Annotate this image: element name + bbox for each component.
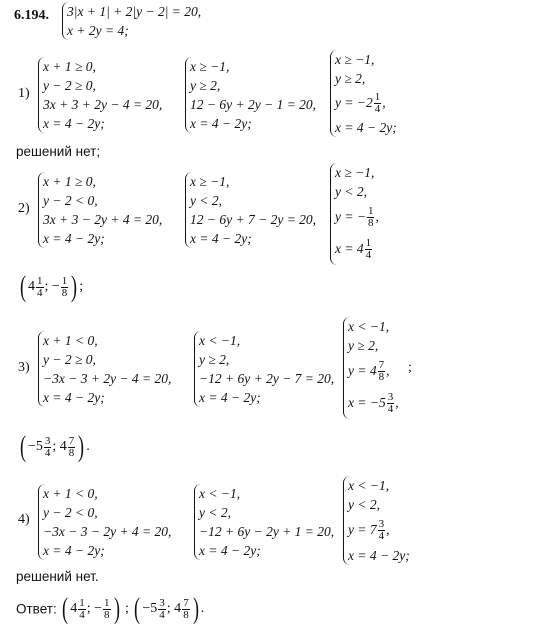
fraction xyxy=(374,92,382,115)
numerator: 3 xyxy=(378,518,385,531)
expr-text: ; − xyxy=(44,279,60,295)
right-paren: ) xyxy=(78,430,85,463)
numerator: 1 xyxy=(37,274,43,287)
system-line: y − 2 < 0, xyxy=(43,193,98,208)
system-line: y − 2 ≥ 0, xyxy=(43,352,96,367)
system-line xyxy=(335,88,397,118)
expr-text: , xyxy=(382,95,386,110)
fraction xyxy=(103,598,111,621)
numerator: 1 xyxy=(367,205,374,218)
case-2-system-c xyxy=(330,163,379,265)
case-4-system-c xyxy=(343,476,410,565)
expr-text: −5 xyxy=(28,439,43,455)
denominator: 4 xyxy=(378,530,385,543)
problem-equation-1: 3|x + 1| + 2|y − 2| = 20, xyxy=(67,4,202,19)
system-line: x + 1 ≥ 0, xyxy=(43,59,96,74)
left-paren: ( xyxy=(20,430,26,463)
system-line: x ≥ −1, xyxy=(335,52,375,67)
system-line: x = 4 − 2y; xyxy=(335,120,397,135)
fraction xyxy=(78,598,86,621)
expr-text: y = 7 xyxy=(348,522,377,537)
numerator: 3 xyxy=(44,434,51,447)
denominator: 4 xyxy=(79,608,85,621)
system-line: y < 2, xyxy=(335,184,367,199)
right-paren: ) xyxy=(192,592,199,625)
fraction xyxy=(387,392,395,415)
denominator: 4 xyxy=(365,249,372,262)
denominator: 8 xyxy=(104,608,110,621)
denominator: 4 xyxy=(387,403,394,416)
right-paren: ) xyxy=(71,270,78,303)
expr-text: ; xyxy=(125,601,129,617)
system-line: y ≥ 2, xyxy=(190,78,221,93)
expr-text: 4 xyxy=(70,601,78,617)
answer-line xyxy=(16,594,204,624)
case-1-system-c xyxy=(330,50,397,137)
expr-text: x = 4 xyxy=(335,241,364,256)
numerator: 1 xyxy=(61,274,68,287)
answer-label: Ответ: xyxy=(16,601,57,617)
system-line: −12 + 6y − 2y + 1 = 20, xyxy=(199,524,335,539)
case-3-system-c xyxy=(343,317,399,419)
system-line: x + 1 < 0, xyxy=(43,333,98,348)
system-line: 3x + 3 − 2y + 4 = 20, xyxy=(43,212,163,227)
denominator: 8 xyxy=(68,446,75,459)
system-line: y < 2, xyxy=(199,505,231,520)
right-paren: ) xyxy=(113,592,120,625)
system-line: x = 4 − 2y; xyxy=(199,543,261,558)
system-line: x + 1 ≥ 0, xyxy=(43,174,96,189)
expr-text: ; xyxy=(79,279,84,295)
system-line: −3x − 3 + 2y − 4 = 20, xyxy=(43,371,172,386)
fraction xyxy=(44,436,52,459)
left-paren: ( xyxy=(62,592,69,625)
case-1-label: 1) xyxy=(18,86,30,101)
expr-text: , xyxy=(386,363,390,378)
numerator: 7 xyxy=(378,359,385,372)
fraction xyxy=(378,519,386,542)
system-line: x < −1, xyxy=(199,486,241,501)
system-line xyxy=(335,233,379,265)
numerator: 3 xyxy=(387,391,394,404)
denominator: 8 xyxy=(378,371,385,384)
expr-text: y = 4 xyxy=(348,363,377,378)
case-4-result: решений нет. xyxy=(16,569,99,584)
expr-text: . xyxy=(86,439,90,455)
fraction xyxy=(61,276,69,299)
system-line: x = 4 − 2y; xyxy=(190,116,252,131)
system-line: 3x + 3 + 2y − 4 = 20, xyxy=(43,97,163,112)
expr-text: . xyxy=(200,601,205,617)
fraction xyxy=(36,276,44,299)
system-line: −3x − 3 − 2y + 4 = 20, xyxy=(43,524,172,539)
case-3-semicolon: ; xyxy=(408,360,412,375)
fraction xyxy=(367,206,375,229)
numerator: 1 xyxy=(104,596,110,609)
expr-text: −5 xyxy=(142,601,158,617)
problem-equation-2: x + 2y = 4; xyxy=(67,23,129,38)
case-1-result: решений нет; xyxy=(16,144,101,159)
denominator: 8 xyxy=(183,608,189,621)
expr-text: y = − xyxy=(335,209,366,224)
expr-text: , xyxy=(386,522,390,537)
case-4-label: 4) xyxy=(18,512,30,527)
case-4-system-a xyxy=(38,484,171,560)
fraction xyxy=(378,360,386,383)
fraction xyxy=(68,436,76,459)
denominator: 4 xyxy=(37,286,43,299)
system-line: 12 − 6y + 2y − 1 = 20, xyxy=(190,97,317,112)
system-line: x ≥ −1, xyxy=(335,165,375,180)
numerator: 1 xyxy=(79,596,85,609)
denominator: 4 xyxy=(44,446,51,459)
fraction xyxy=(365,238,373,261)
numerator: 7 xyxy=(183,596,189,609)
denominator: 4 xyxy=(159,608,165,621)
system-line: y ≥ 2, xyxy=(335,71,366,86)
expr-text: ; − xyxy=(86,601,102,617)
expr-text: , xyxy=(395,395,399,410)
system-line xyxy=(348,355,399,387)
system-line: y − 2 < 0, xyxy=(43,505,98,520)
system-line: y ≥ 2, xyxy=(348,338,379,353)
case-1-system-b xyxy=(185,57,316,133)
system-line: x = 4 − 2y; xyxy=(43,543,105,558)
system-line xyxy=(348,387,399,419)
problem-system xyxy=(62,2,201,40)
fraction xyxy=(182,598,190,621)
case-4-system-b xyxy=(194,484,334,560)
case-3-solution xyxy=(18,432,90,462)
case-2-solution xyxy=(18,272,83,302)
numerator: 1 xyxy=(374,91,381,104)
system-line: x ≥ −1, xyxy=(190,174,230,189)
denominator: 8 xyxy=(367,217,374,230)
numerator: 7 xyxy=(68,434,75,447)
expr-text: 4 xyxy=(28,279,35,295)
system-line xyxy=(335,201,379,233)
system-line: x = 4 − 2y; xyxy=(43,231,105,246)
system-line: 12 − 6y + 7 − 2y = 20, xyxy=(190,212,317,227)
expr-text: x = −5 xyxy=(348,395,386,410)
system-line: x < −1, xyxy=(199,333,241,348)
case-3-system-b xyxy=(194,331,334,407)
numerator: 1 xyxy=(365,237,372,250)
system-line: −12 + 6y + 2y − 7 = 20, xyxy=(199,371,335,386)
case-1-system-a xyxy=(38,57,162,133)
system-line: y < 2, xyxy=(190,193,222,208)
fraction xyxy=(158,598,166,621)
left-paren: ( xyxy=(20,270,26,303)
denominator: 4 xyxy=(374,103,381,116)
system-line: x ≥ −1, xyxy=(190,59,230,74)
expr-text: y = −2 xyxy=(335,95,373,110)
system-line: x = 4 − 2y; xyxy=(43,116,105,131)
expr-text: ; 4 xyxy=(52,439,67,455)
case-2-system-b xyxy=(185,172,316,248)
system-line: x < −1, xyxy=(348,478,390,493)
system-line: y ≥ 2, xyxy=(199,352,230,367)
system-line: x = 4 − 2y; xyxy=(190,231,252,246)
case-2-system-a xyxy=(38,172,162,248)
denominator: 8 xyxy=(61,286,68,299)
case-3-system-a xyxy=(38,331,171,407)
system-line: x < −1, xyxy=(348,319,390,334)
case-3-label: 3) xyxy=(18,360,30,375)
problem-number: 6.194. xyxy=(14,8,49,23)
expr-text: ; 4 xyxy=(166,601,182,617)
system-line: x = 4 − 2y; xyxy=(43,390,105,405)
numerator: 3 xyxy=(159,596,165,609)
left-paren: ( xyxy=(134,592,141,625)
expr-text: , xyxy=(375,209,379,224)
system-line xyxy=(348,514,410,546)
system-line: x = 4 − 2y; xyxy=(348,548,410,563)
case-2-label: 2) xyxy=(18,201,30,216)
system-line: x = 4 − 2y; xyxy=(199,390,261,405)
system-line: y < 2, xyxy=(348,497,380,512)
system-line: x + 1 < 0, xyxy=(43,486,98,501)
system-line: y − 2 ≥ 0, xyxy=(43,78,96,93)
